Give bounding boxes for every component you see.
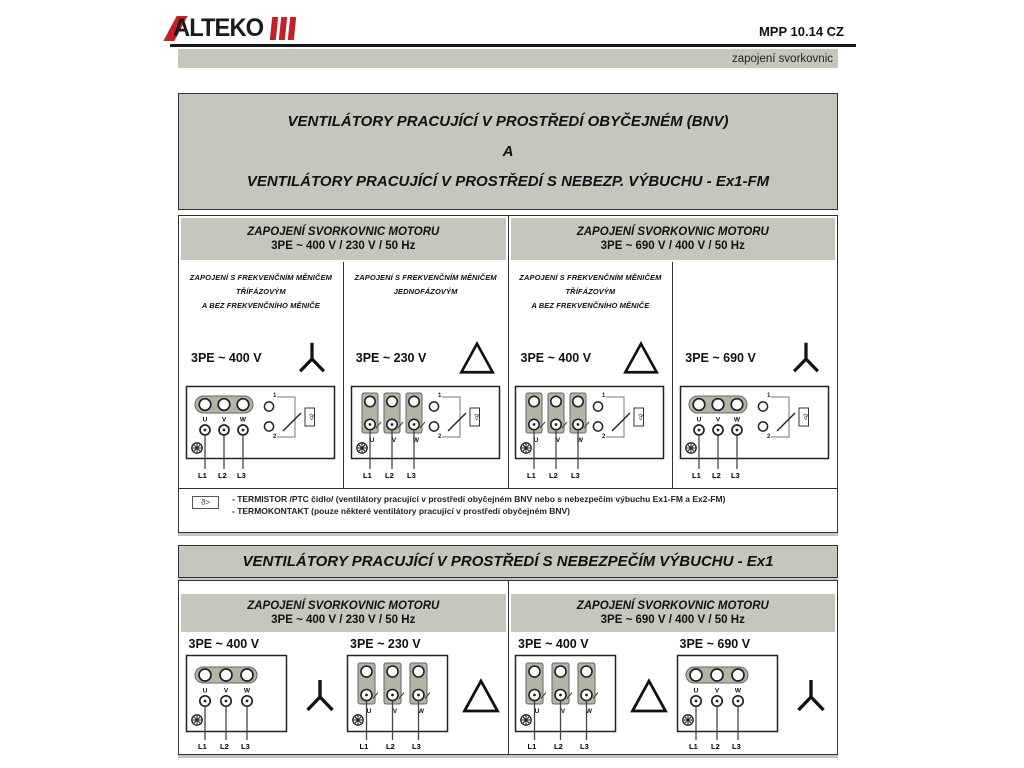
svg-text:U: U xyxy=(369,437,374,444)
svg-text:U: U xyxy=(202,416,208,424)
terminal-diagram-delta-thermo xyxy=(514,385,666,479)
diagram-400v-star: 3PE ~ 400 V U V W L1 L2 L3 xyxy=(185,637,341,750)
logo-bars-icon xyxy=(271,17,295,40)
svg-text:V: V xyxy=(392,708,398,715)
svg-text:V: V xyxy=(715,416,721,424)
svg-text:2: 2 xyxy=(602,434,606,440)
section2-column1: ZAPOJENÍ SVORKOVNIC MOTORU 3PE ~ 400 V / 230 V / 50 Hz 3PE ~ 400 V U V W L1 L2 L3 3PE ~ 230 V U V W L1 L2 L3 xyxy=(179,581,509,754)
theta-symbol-box: ϑ> xyxy=(192,496,219,509)
svg-text:L3: L3 xyxy=(580,742,589,750)
svg-text:L2: L2 xyxy=(710,742,720,750)
terminal-diagram-star-thermo xyxy=(185,385,337,479)
svg-text:L2: L2 xyxy=(712,471,721,479)
ground-symbol xyxy=(192,443,202,453)
svg-text:U: U xyxy=(366,708,372,715)
section2-title: VENTILÁTORY PRACUJÍCÍ V PROSTŘEDÍ S NEBEZPEČÍM VÝBUCHU - Ex1 xyxy=(178,545,838,578)
svg-text:U: U xyxy=(696,416,702,424)
svg-text:L3: L3 xyxy=(240,742,250,750)
delta-symbol xyxy=(458,339,496,377)
diagram-cell-400v-star: ZAPOJENÍ S FREKVENČNÍM MĚNIČEM TŘÍFÁZOVÝM A BEZ FREKVENČNÍHO MĚNIČE 3PE ~ 400 V U V W 1 2 ϑ> L1 L2 L3 xyxy=(179,262,344,488)
svg-text:W: W xyxy=(239,416,246,424)
svg-text:W: W xyxy=(585,708,593,715)
thermistor-note xyxy=(179,488,837,532)
section1-title-line3: VENTILÁTORY PRACUJÍCÍ V PROSTŘEDÍ S NEBEZP. VÝBUCHU - Ex1-FM xyxy=(246,173,770,190)
star-symbol xyxy=(790,676,832,716)
ground-symbol xyxy=(353,715,363,725)
svg-text:L1: L1 xyxy=(688,742,698,750)
svg-text:W: W xyxy=(577,437,584,444)
svg-text:2: 2 xyxy=(437,434,441,440)
svg-text:ϑ>: ϑ> xyxy=(472,413,479,421)
svg-text:L1: L1 xyxy=(527,742,537,750)
page-subtitle: zapojení svorkovnic xyxy=(732,52,833,65)
section1-column2-header: ZAPOJENÍ SVORKOVNIC MOTORU 3PE ~ 690 V / 400 V / 50 Hz xyxy=(509,216,838,262)
svg-text:L2: L2 xyxy=(217,471,227,479)
logo-text: ALTEKO xyxy=(173,13,264,42)
ground-symbol xyxy=(521,443,531,453)
diagram-cell-400v-delta: ZAPOJENÍ S FREKVENČNÍM MĚNIČEM TŘÍFÁZOVÝM A BEZ FREKVENČNÍHO MĚNIČE 3PE ~ 400 V U V W 1 2 ϑ> L1 L2 L3 xyxy=(509,262,674,488)
delta-symbol xyxy=(460,676,502,716)
voltage-label: 3PE ~ 400 V xyxy=(191,351,262,365)
ground-symbol xyxy=(682,715,692,725)
section1-title-line2: A xyxy=(502,143,514,160)
svg-text:L3: L3 xyxy=(412,742,421,750)
terminal-diagram-delta xyxy=(514,654,618,750)
svg-text:W: W xyxy=(734,687,741,695)
page-subtitle-bar xyxy=(178,49,838,68)
section2-column2: ZAPOJENÍ SVORKOVNIC MOTORU 3PE ~ 690 V / 400 V / 50 Hz 3PE ~ 400 V U V W L1 L2 L3 3PE ~ 690 V U V W L1 L2 L3 xyxy=(509,581,838,754)
svg-text:U: U xyxy=(534,437,539,444)
ground-symbol xyxy=(356,443,366,453)
delta-symbol xyxy=(622,339,660,377)
delta-symbol xyxy=(628,676,670,716)
svg-text:ϑ>: ϑ> xyxy=(637,413,644,421)
note-line2: - TERMOKONTAKT (pouze některé ventilátory pracující v prostředí obyčejném BNV) xyxy=(232,506,571,516)
svg-text:L1: L1 xyxy=(359,742,369,750)
diagram-cell-230v-delta: ZAPOJENÍ S FREKVENČNÍM MĚNIČEM JEDNOFÁZOVÝM 3PE ~ 230 V U V W 1 2 ϑ> L1 L2 L3 xyxy=(344,262,509,488)
section1-title-line1: VENTILÁTORY PRACUJÍCÍ V PROSTŘEDÍ OBYČEJNÉM (BNV) xyxy=(287,113,729,130)
svg-text:V: V xyxy=(221,416,227,424)
svg-text:1: 1 xyxy=(767,393,771,399)
note-line1: - TERMISTOR /PTC čidlo/ (ventilátory pracující v prostředí obyčejném BNV nebo s nebezpečím výbuchu Ex1-FM a Ex2-FM) xyxy=(232,494,726,504)
header-rule xyxy=(170,44,856,47)
svg-text:L2: L2 xyxy=(386,742,395,750)
ground-symbol xyxy=(686,443,696,453)
svg-text:W: W xyxy=(417,708,425,715)
star-symbol xyxy=(299,676,341,716)
svg-text:V: V xyxy=(391,437,396,444)
svg-text:1: 1 xyxy=(437,393,441,399)
svg-text:L1: L1 xyxy=(527,471,537,479)
svg-text:W: W xyxy=(734,416,741,424)
svg-text:W: W xyxy=(243,687,250,695)
terminal-diagram-star-thermo xyxy=(679,385,831,479)
svg-text:U: U xyxy=(693,687,698,695)
alteko-logo xyxy=(170,13,295,43)
section1-header-row xyxy=(179,216,837,262)
svg-text:L2: L2 xyxy=(549,471,559,479)
svg-text:ϑ>: ϑ> xyxy=(307,413,314,421)
svg-text:2: 2 xyxy=(767,434,771,440)
voltage-label: 3PE ~ 690 V xyxy=(685,351,756,365)
svg-text:V: V xyxy=(556,437,561,444)
ground-symbol xyxy=(191,715,201,725)
svg-text:L3: L3 xyxy=(236,471,246,479)
terminal-diagram-star xyxy=(676,654,780,750)
document-code: MPP 10.14 CZ xyxy=(758,24,844,39)
svg-text:2: 2 xyxy=(272,434,277,440)
svg-text:L1: L1 xyxy=(197,471,207,479)
section2-table xyxy=(178,580,838,755)
terminal-diagram-delta xyxy=(346,654,450,750)
section1-column1-header: ZAPOJENÍ SVORKOVNIC MOTORU 3PE ~ 400 V / 230 V / 50 Hz xyxy=(179,216,509,262)
voltage-label: 3PE ~ 400 V xyxy=(520,351,592,365)
terminal-diagram-delta-thermo xyxy=(350,385,502,479)
diagram-690v-star: 3PE ~ 690 V U V W L1 L2 L3 xyxy=(676,637,832,750)
svg-text:L3: L3 xyxy=(731,471,740,479)
svg-text:L2: L2 xyxy=(384,471,394,479)
svg-text:U: U xyxy=(202,687,207,695)
svg-text:ϑ>: ϑ> xyxy=(801,413,808,421)
svg-text:U: U xyxy=(534,708,540,715)
star-symbol xyxy=(293,339,331,377)
svg-text:W: W xyxy=(412,437,419,444)
svg-text:L2: L2 xyxy=(554,742,563,750)
diagram-400v-delta: 3PE ~ 400 V U V W L1 L2 L3 xyxy=(514,637,670,750)
svg-text:V: V xyxy=(560,708,566,715)
svg-text:1: 1 xyxy=(272,393,277,399)
section1-title xyxy=(178,93,838,210)
voltage-label: 3PE ~ 230 V xyxy=(355,351,427,365)
terminal-diagram-star xyxy=(185,654,289,750)
star-symbol xyxy=(787,339,825,377)
svg-text:L2: L2 xyxy=(219,742,229,750)
ground-symbol xyxy=(521,715,531,725)
svg-text:L3: L3 xyxy=(571,471,581,479)
svg-text:L1: L1 xyxy=(362,471,372,479)
svg-text:L3: L3 xyxy=(731,742,741,750)
diagram-cell-690v-star xyxy=(673,262,837,488)
svg-text:V: V xyxy=(714,687,719,695)
svg-text:L3: L3 xyxy=(406,471,416,479)
section1-table xyxy=(178,215,838,533)
diagram-230v-delta: 3PE ~ 230 V U V W L1 L2 L3 xyxy=(346,637,502,750)
svg-text:1: 1 xyxy=(602,393,606,399)
svg-text:L1: L1 xyxy=(692,471,701,479)
svg-text:V: V xyxy=(223,687,228,695)
section1-diagram-row xyxy=(179,262,837,488)
svg-text:L1: L1 xyxy=(197,742,207,750)
